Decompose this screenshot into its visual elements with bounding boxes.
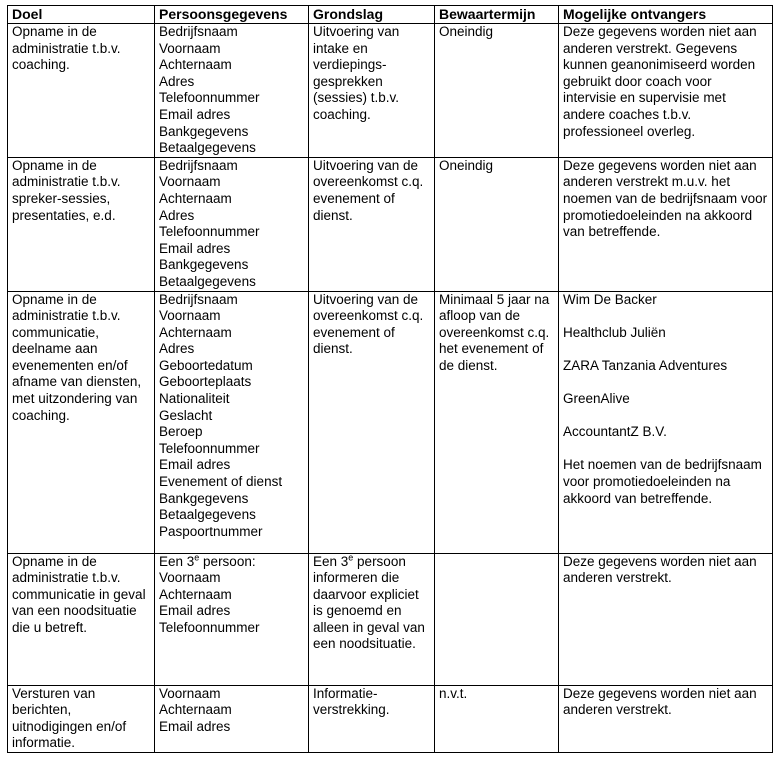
data-item: Achternaam bbox=[159, 586, 232, 602]
cell-doel: Opname in de administratie t.b.v. communicatie, deelname aan evenementen en/of afname van diensten, met uitzondering van coaching. bbox=[8, 291, 155, 553]
table-row bbox=[8, 291, 773, 553]
grondslag-prefix: Een 3 bbox=[313, 553, 349, 569]
data-item: Geslacht bbox=[159, 407, 213, 423]
third-person-suffix: persoon: bbox=[199, 553, 256, 569]
header-persoonsgegevens: Persoonsgegevens bbox=[155, 6, 309, 24]
cell-ontvangers bbox=[559, 685, 773, 752]
data-item: Voornaam bbox=[159, 685, 221, 701]
table-header-row bbox=[8, 6, 773, 24]
cell-doel: Opname in de administratie t.b.v. communicatie in geval van een noodsituatie die u betreft. bbox=[8, 553, 155, 685]
recipient-text: Deze gegevens worden niet aan anderen verstrekt. bbox=[563, 553, 757, 586]
cell-grondslag bbox=[309, 553, 435, 685]
cell-grondslag: Uitvoering van intake en verdiepings-gesprekken (sessies) t.b.v. coaching. bbox=[309, 24, 435, 158]
data-item: Betaalgegevens bbox=[159, 507, 256, 523]
header-mogelijke-ontvangers: Mogelijke ontvangers bbox=[559, 6, 773, 24]
data-item: Bankgegevens bbox=[159, 490, 249, 506]
recipient-item: ZARA Tanzania Adventures bbox=[563, 357, 728, 373]
header-grondslag: Grondslag bbox=[309, 6, 435, 24]
cell-persoonsgegevens bbox=[155, 291, 309, 553]
cell-persoonsgegevens bbox=[155, 157, 309, 291]
data-item: Voornaam bbox=[159, 570, 221, 586]
cell-grondslag: Uitvoering van de overeenkomst c.q. evenement of dienst. bbox=[309, 291, 435, 553]
superscript: e bbox=[194, 552, 200, 562]
privacy-table bbox=[7, 5, 773, 753]
data-item: Achternaam bbox=[159, 190, 232, 206]
header-bewaartermijn: Bewaartermijn bbox=[435, 6, 559, 24]
cell-persoonsgegevens bbox=[155, 24, 309, 158]
data-item: Betaalgegevens bbox=[159, 273, 256, 289]
cell-persoonsgegevens bbox=[155, 685, 309, 752]
table-row bbox=[8, 157, 773, 291]
data-item: Telefoonnummer bbox=[159, 224, 260, 240]
cell-doel: Opname in de administratie t.b.v. spreker-sessies, presentaties, e.d. bbox=[8, 157, 155, 291]
cell-bewaartermijn: Minimaal 5 jaar na afloop van de overeenkomst c.q. het evenement of de dienst. bbox=[435, 291, 559, 553]
recipient-text: Deze gegevens worden niet aan anderen verstrekt. bbox=[563, 685, 757, 718]
data-item: Email adres bbox=[159, 106, 231, 122]
data-item: Geboortedatum bbox=[159, 357, 253, 373]
cell-bewaartermijn: Oneindig bbox=[435, 24, 559, 158]
recipient-item: GreenAlive bbox=[563, 391, 630, 407]
cell-ontvangers bbox=[559, 553, 773, 685]
data-item: Adres bbox=[159, 341, 195, 357]
data-item: Bankgegevens bbox=[159, 257, 249, 273]
table-row bbox=[8, 24, 773, 158]
cell-grondslag: Uitvoering van de overeenkomst c.q. evenement of dienst. bbox=[309, 157, 435, 291]
cell-bewaartermijn: Oneindig bbox=[435, 157, 559, 291]
recipient-text: Deze gegevens worden niet aan anderen verstrekt. Gegevens kunnen geanonimiseerd worden gebruikt door coach voor intervisie en supervisie met andere coaches t.b.v. professioneel overleg. bbox=[563, 24, 757, 139]
data-item: Achternaam bbox=[159, 702, 232, 718]
data-item: Bedrijfsnaam bbox=[159, 24, 238, 39]
recipient-text: Deze gegevens worden niet aan anderen verstrekt m.u.v. het noemen van de bedrijfsnaam voor promotiedoeleinden na akkoord van betreffende. bbox=[563, 157, 768, 240]
header-doel: Doel bbox=[8, 6, 155, 24]
cell-bewaartermijn: n.v.t. bbox=[435, 685, 559, 752]
data-item: Voornaam bbox=[159, 40, 221, 56]
cell-grondslag: Informatie-verstrekking. bbox=[309, 685, 435, 752]
table-row bbox=[8, 685, 773, 752]
recipient-item: Healthclub Juliën bbox=[563, 324, 666, 340]
data-item: Evenement of dienst bbox=[159, 474, 283, 490]
data-item: Email adres bbox=[159, 603, 231, 619]
recipient-item: AccountantZ B.V. bbox=[563, 424, 667, 440]
grondslag-text: persoon informeren die daarvoor expliciet is genoemd en alleen in geval van een noodsituatie. bbox=[313, 553, 425, 652]
superscript: e bbox=[348, 552, 354, 562]
table-row bbox=[8, 553, 773, 685]
data-item: Bankgegevens bbox=[159, 123, 249, 139]
data-item: Telefoonnummer bbox=[159, 619, 260, 635]
data-item: Achternaam bbox=[159, 57, 232, 73]
data-item: Adres bbox=[159, 207, 195, 223]
cell-bewaartermijn bbox=[435, 553, 559, 685]
cell-doel: Versturen van berichten, uitnodigingen en/of informatie. bbox=[8, 685, 155, 752]
cell-doel: Opname in de administratie t.b.v. coaching. bbox=[8, 24, 155, 158]
data-item: Bedrijfsnaam bbox=[159, 157, 238, 173]
data-item: Email adres bbox=[159, 457, 231, 473]
data-item: Email adres bbox=[159, 718, 231, 734]
cell-ontvangers bbox=[559, 291, 773, 553]
data-item: Beroep bbox=[159, 424, 203, 440]
third-person-label bbox=[159, 554, 304, 571]
data-item: Telefoonnummer bbox=[159, 440, 260, 456]
data-item: Geboorteplaats bbox=[159, 374, 252, 390]
data-item: Achternaam bbox=[159, 324, 232, 340]
data-item: Voornaam bbox=[159, 174, 221, 190]
cell-ontvangers bbox=[559, 157, 773, 291]
data-item: Paspoortnummer bbox=[159, 523, 263, 539]
recipient-item: Wim De Backer bbox=[563, 291, 657, 307]
data-item: Telefoonnummer bbox=[159, 90, 260, 106]
third-person-prefix: Een 3 bbox=[159, 553, 195, 569]
data-item: Adres bbox=[159, 73, 195, 89]
recipient-text: Het noemen van de bedrijfsnaam voor promotiedoeleinden na akkoord van betreffende. bbox=[563, 457, 762, 506]
data-item: Bedrijfsnaam bbox=[159, 291, 238, 307]
cell-ontvangers bbox=[559, 24, 773, 158]
data-item: Email adres bbox=[159, 240, 231, 256]
data-item: Betaalgegevens bbox=[159, 140, 256, 156]
cell-persoonsgegevens bbox=[155, 553, 309, 685]
data-item: Nationaliteit bbox=[159, 391, 230, 407]
data-item: Voornaam bbox=[159, 308, 221, 324]
